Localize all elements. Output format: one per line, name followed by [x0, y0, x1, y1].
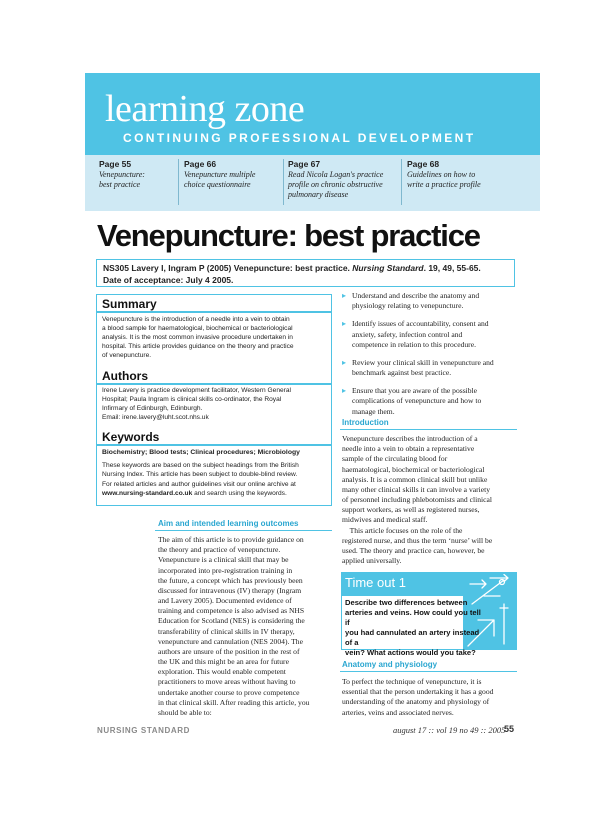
divider — [340, 429, 517, 430]
page-number: 55 — [504, 724, 515, 734]
time-out-question: Describe two differences between arteries and veins. How could you tell if you had cannulated an artery instead of a vein? What actions would you take? — [345, 598, 481, 658]
archive-link: www.nursing-standard.co.uk — [102, 489, 193, 497]
page-link-66: Page 66 Venepuncture multiple choice questionnaire — [184, 159, 256, 189]
divider — [96, 311, 332, 313]
aim-heading: Aim and intended learning outcomes — [158, 519, 299, 528]
section-title: learning zone — [105, 88, 305, 130]
divider — [96, 444, 332, 446]
authors-text: Irene Lavery is practice development facilitator, Western General Hospital; Paula Ingram is clinical skills co-ordinator, the Royal Infirmary of Edinburgh, Edinburgh. Email: irene.lavery@luht.scot.nhs.uk — [102, 386, 328, 422]
anatomy-heading: Anatomy and physiology — [342, 660, 438, 669]
divider — [96, 383, 332, 385]
page-link-67: Page 67 Read Nicola Logan's practice profile on chronic obstructive pulmonary disease — [288, 159, 384, 199]
divider — [340, 671, 517, 672]
page-separator — [178, 159, 179, 205]
authors-heading: Authors — [102, 369, 148, 383]
keyword-terms: Biochemistry; Blood tests; Clinical procedures; Microbiology — [102, 449, 300, 456]
learning-outcomes-list — [342, 291, 517, 425]
page-link-68: Page 68 Guidelines on how to write a practice profile — [407, 159, 481, 189]
summary-text: Venepuncture is the introduction of a needle into a vein to obtain a blood sample for haematological, biochemical or bacteriological analysis. It is the most common invasive procedure undertaken in hospital. This article provides guidance on the theory and practice of venepuncture. — [102, 316, 294, 360]
aim-text: The aim of this article is to provide guidance on the theory and practice of venepuncture. Venepuncture is a clinical skill that may be incorporated into pre-registration training in the future, a concept which has previously been discussed for intravenous (IV) therapy (Ingram and Lavery 2005). Documented evidence of training and competence is also advised as NHS Education for Scotland (NES) is considering the transferability of clinical skills in IV therapy, venepuncture and cannulation (NES 2004). The authors are unsure of the position in the rest of the UK and this might be an area for future exploration. This would enable competent practitioners to move areas without having to undertake another course to prove competence in that clinical skill. After reading this article, you should be able to: — [158, 535, 310, 717]
section-subtitle: CONTINUING PROFESSIONAL DEVELOPMENT — [123, 131, 476, 145]
footer-journal: NURSING STANDARD — [97, 726, 191, 735]
list-item: ▸ Identify issues of accountability, consent and anxiety, safety, infection control and competence in relation to this procedure. — [342, 319, 517, 350]
citation-box: NS305 Lavery I, Ingram P (2005) Venepuncture: best practice. Nursing Standard. 19, 49, 55-65. Date of acceptance: July 4 2005. — [96, 259, 515, 287]
summary-heading: Summary — [102, 297, 157, 311]
list-item: ▸ Ensure that you are aware of the possible complications of venepuncture and how to manage them. — [342, 386, 517, 417]
anatomy-text: To perfect the technique of venepuncture, it is essential that the person undertaking it has a good understanding of the anatomy and physiology of arteries, veins and associated nerves. — [342, 677, 494, 717]
keywords-heading: Keywords — [102, 430, 160, 444]
footer-issue: august 17 :: vol 19 no 49 :: 2005 — [393, 725, 506, 735]
divider — [155, 530, 332, 531]
introduction-heading: Introduction — [342, 418, 389, 427]
list-item: ▸ Review your clinical skill in venepuncture and benchmark against best practice. — [342, 358, 517, 378]
page-separator — [283, 159, 284, 205]
page-separator — [401, 159, 402, 205]
keywords-text: Biochemistry; Blood tests; Clinical procedures; Microbiology These keywords are based on the subject headings from the British Nursing Index. This article has been subject to double-blind review. For related articles and author guidelines visit our online archive at www.nursing-standard.co.uk and search using the keywords. — [102, 448, 328, 498]
author-email: Email: irene.lavery@luht.scot.nhs.uk — [102, 414, 209, 422]
list-item: ▸ Understand and describe the anatomy and physiology relating to venepuncture. — [342, 291, 517, 311]
time-out-title: Time out 1 — [345, 575, 406, 590]
clock-arrows-icon — [464, 574, 516, 650]
page-link-55: Page 55 Venepuncture: best practice — [99, 159, 145, 189]
article-title: Venepuncture: best practice — [97, 218, 480, 253]
introduction-text: Venepuncture describes the introduction of a needle into a vein to obtain a representative sample of the circulating blood for haematological, biochemical or bacteriological analysis. It is a common clinical skill but unlike many other clinical skills it can involve a variety of personnel including phlebotomists and clinical support workers, as well as registered nurses, midwives and medical staff. This article focuses on the role of the registered nurse, and thus the term ‘nurse’ will be used. The theory and practice can, however, be applied universally. — [342, 434, 493, 566]
